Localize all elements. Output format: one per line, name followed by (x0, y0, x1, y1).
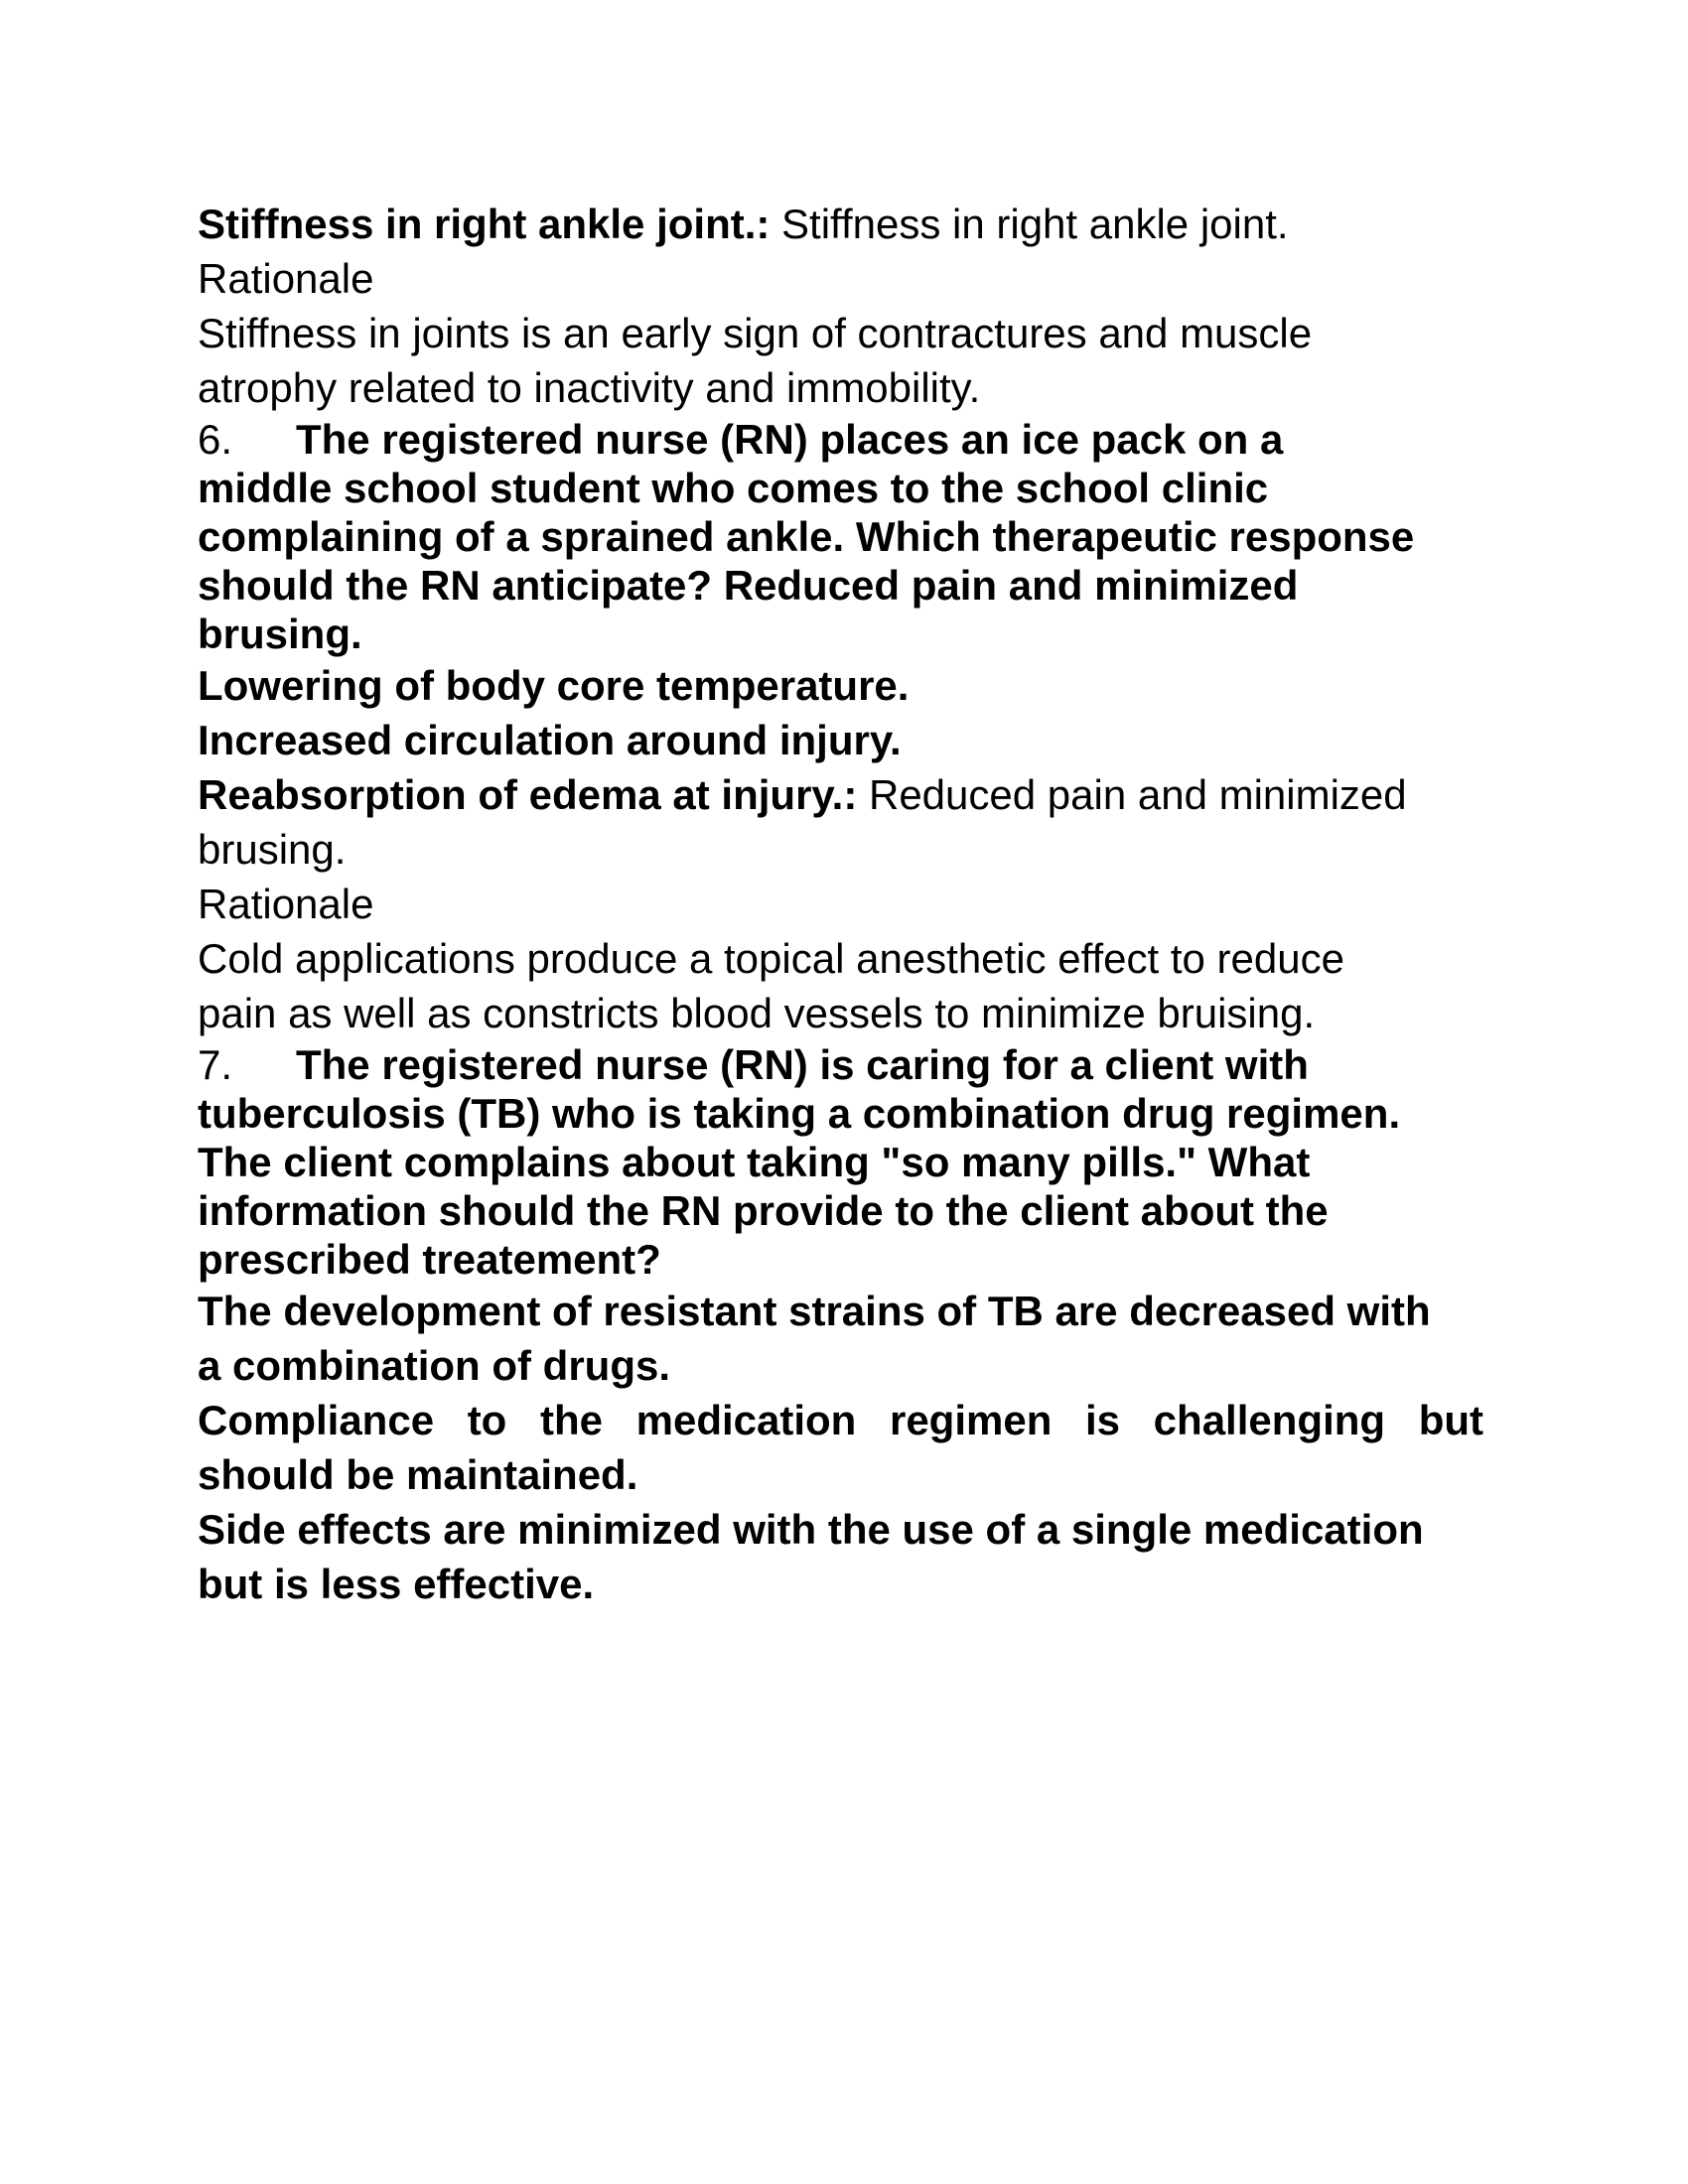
question-line: brusing. (198, 611, 362, 657)
question-line: The client complains about taking "so many pills." What (198, 1139, 1311, 1185)
question-number: 6. (198, 416, 233, 463)
option: Increased circulation around injury. (198, 717, 902, 763)
answer-plain: Reduced pain and minimized (857, 771, 1407, 818)
question-line: tuberculosis (TB) who is taking a combination drug regimen. (198, 1090, 1401, 1137)
question-line: prescribed treatement? (198, 1236, 661, 1283)
option-line: should be maintained. (198, 1451, 638, 1498)
option (198, 1502, 1488, 1611)
rationale-heading: Rationale (198, 881, 374, 927)
option-line: The development of resistant strains of TB are decreased with (198, 1288, 1431, 1334)
question-line: 7. The registered nurse (RN) is caring for a client with (198, 1041, 1309, 1088)
answer-bold: Reabsorption of edema at injury.: (198, 771, 858, 818)
question-number: 7. (198, 1041, 233, 1088)
rationale-line: pain as well as constricts blood vessels to minimize bruising. (198, 990, 1316, 1036)
option: Lowering of body core temperature. (198, 662, 910, 709)
answer-line-1 (198, 197, 1488, 251)
rationale-heading: Rationale (198, 255, 374, 302)
option-line: but is less effective. (198, 1561, 595, 1607)
option-line: Side effects are minimized with the use of a single medication (198, 1506, 1424, 1553)
question-line: middle school student who comes to the school clinic (198, 465, 1269, 511)
question-7 (198, 1040, 1488, 1284)
document-page (198, 197, 1488, 1611)
option (198, 1393, 1483, 1502)
answer-bold: Stiffness in right ankle joint.: (198, 201, 771, 247)
option-line: Compliance to the medication regimen is challenging but (198, 1397, 1483, 1443)
answer-plain: Stiffness in right ankle joint. (770, 201, 1289, 247)
answer-line (198, 767, 1488, 822)
question-line: information should the RN provide to the client about the (198, 1187, 1329, 1234)
question-line: should the RN anticipate? Reduced pain and minimized (198, 562, 1299, 609)
rationale-line: Stiffness in joints is an early sign of contractures and muscle (198, 310, 1313, 356)
option (198, 1284, 1488, 1393)
question-line: 6. The registered nurse (RN) places an ice pack on a (198, 416, 1284, 463)
question-6 (198, 415, 1488, 658)
answer-plain-cont: brusing. (198, 826, 347, 873)
option-line: a combination of drugs. (198, 1342, 671, 1389)
rationale-line: Cold applications produce a topical anesthetic effect to reduce (198, 935, 1344, 982)
question-line: complaining of a sprained ankle. Which therapeutic response (198, 513, 1415, 560)
rationale-line: atrophy related to inactivity and immobility. (198, 364, 981, 411)
